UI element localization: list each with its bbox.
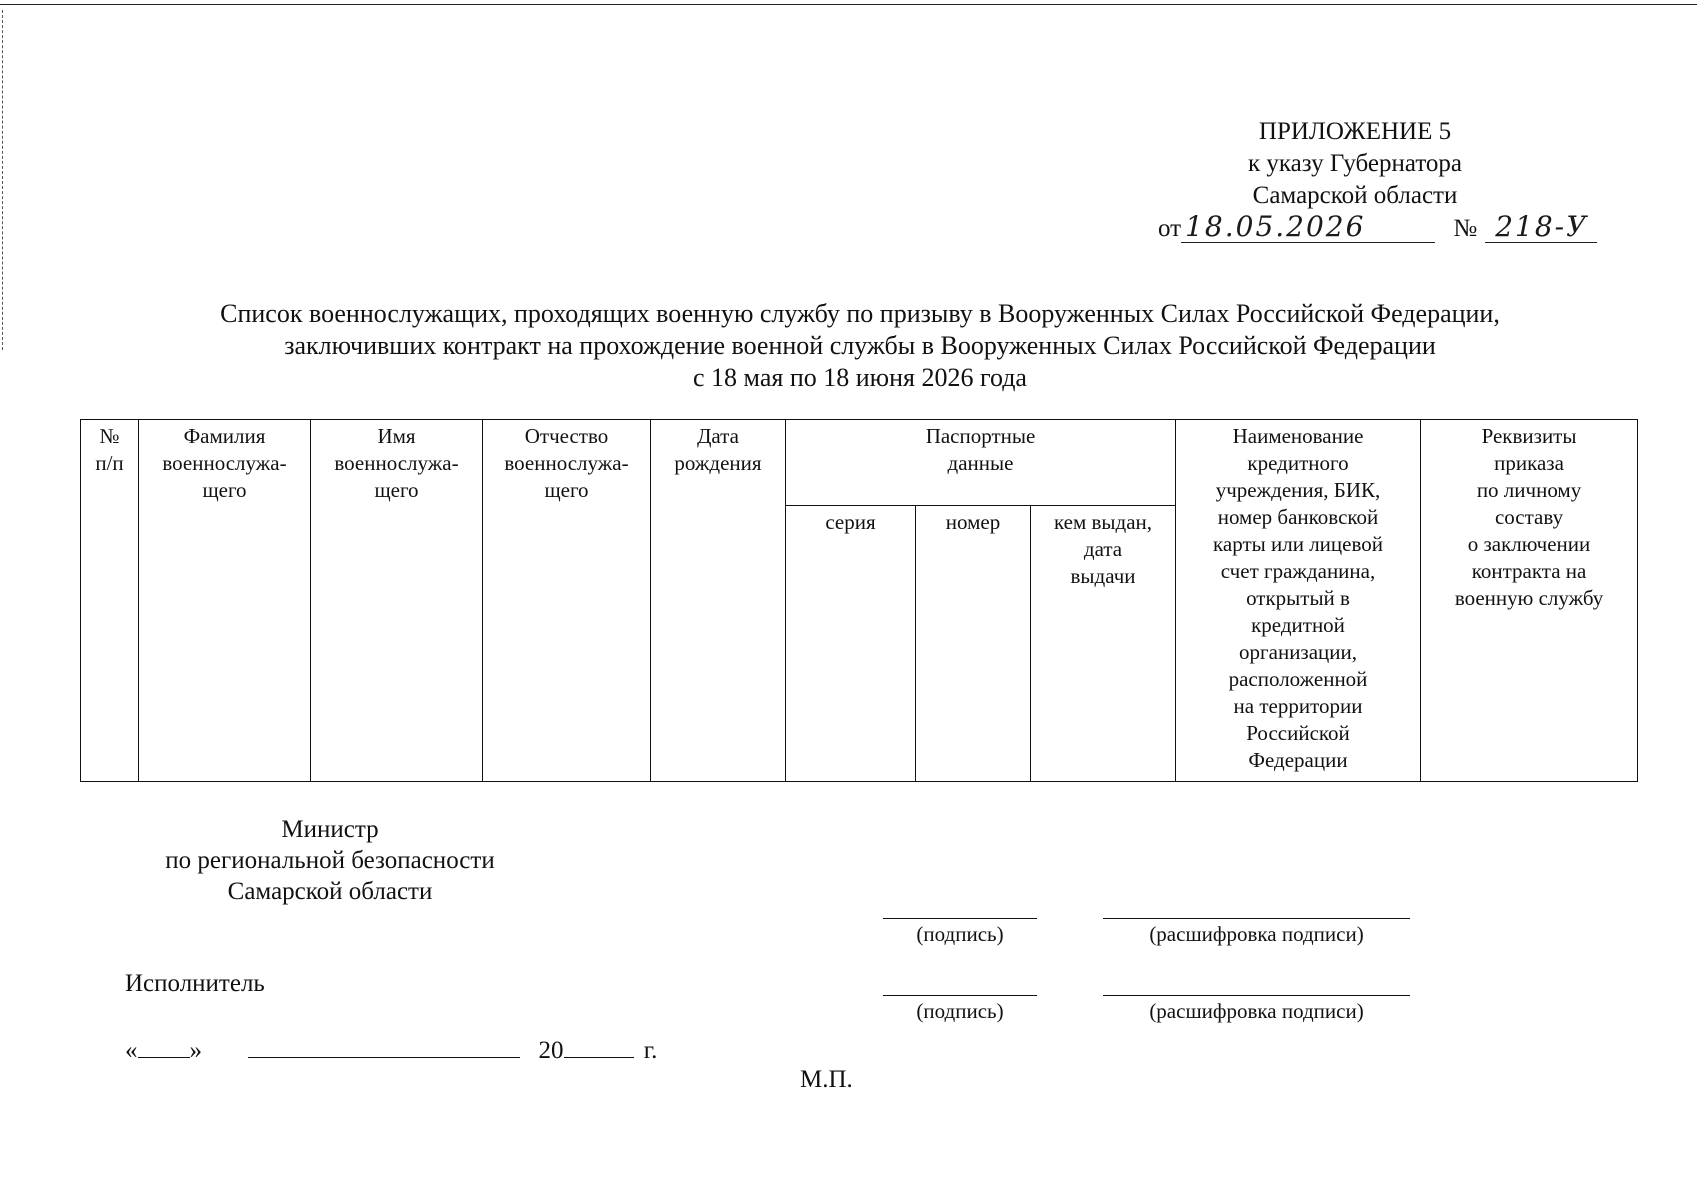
- header-num-line: №: [99, 424, 120, 448]
- header-patronymic-line: Отчество: [524, 424, 609, 448]
- date-fill-row: [125, 1035, 657, 1065]
- annex-title: ПРИЛОЖЕНИЕ 5: [1258, 118, 1452, 145]
- month-blank: [248, 1035, 520, 1058]
- header-name: [311, 420, 483, 782]
- header-bank-line: расположенной: [1228, 667, 1368, 691]
- header-order-line: о заключении: [1467, 532, 1591, 556]
- header-issued-line: кем выдан,: [1053, 510, 1153, 534]
- executor-label: Исполнитель: [125, 970, 265, 997]
- header-surname-line: военнослужа-: [162, 451, 287, 475]
- header-name-line: Имя: [377, 424, 416, 448]
- header-order-line: составу: [1494, 505, 1564, 529]
- header-bank-line: номер банковской: [1217, 505, 1379, 529]
- annex-date-row: [1158, 212, 1597, 243]
- title-line-2: заключивших контракт на прохождение военной службы в Вооруженных Силах Российской Федерации: [284, 331, 1436, 360]
- open-quote: «: [125, 1037, 138, 1064]
- header-bank-line: открытый в: [1246, 586, 1350, 610]
- year-prefix: 20: [538, 1037, 564, 1064]
- header-order-line: контракта на: [1471, 559, 1587, 583]
- signature-line: [883, 918, 1037, 919]
- decode-line: [1103, 918, 1410, 919]
- header-order: [1421, 420, 1638, 782]
- header-issued: [1031, 506, 1176, 782]
- close-quote: »: [189, 1037, 202, 1064]
- handwritten-number: 218-У: [1485, 212, 1597, 243]
- header-passport: [786, 420, 1176, 506]
- header-patronymic-line: щего: [544, 478, 589, 502]
- header-surname-line: Фамилия: [183, 424, 266, 448]
- decode-caption: (расшифровка подписи): [1149, 922, 1364, 946]
- header-order-line: Реквизиты: [1481, 424, 1577, 448]
- minister-block: [140, 814, 520, 907]
- header-number: [916, 506, 1031, 782]
- minister-line: по региональной безопасности: [165, 847, 495, 874]
- minister-line: Министр: [281, 816, 379, 843]
- header-series: [786, 506, 916, 782]
- title-line-3: с 18 мая по 18 июня 2026 года: [693, 363, 1027, 392]
- year-blank: [564, 1035, 634, 1058]
- day-blank: [138, 1035, 190, 1058]
- servicemen-table: [80, 419, 1638, 782]
- stamp-place: М.П.: [800, 1066, 853, 1093]
- annex-header: [1150, 116, 1560, 212]
- header-patronymic-line: военнослужа-: [504, 451, 629, 475]
- signature-caption: (подпись): [916, 922, 1004, 946]
- header-bank-line: кредитного: [1247, 451, 1349, 475]
- minister-line: Самарской области: [227, 878, 433, 905]
- document-title: [60, 298, 1660, 394]
- header-num: [81, 420, 139, 782]
- header-surname: [139, 420, 311, 782]
- header-num-line: п/п: [95, 451, 124, 475]
- header-bank-line: Федерации: [1248, 748, 1348, 772]
- annex-region-line: Самарской области: [1252, 182, 1458, 209]
- executor-signature-line: [883, 995, 1037, 996]
- header-order-line: приказа: [1494, 451, 1564, 475]
- header-patronymic: [483, 420, 651, 782]
- year-suffix: г.: [643, 1037, 658, 1064]
- annex-ref-line: к указу Губернатора: [1247, 150, 1463, 177]
- header-surname-line: щего: [202, 478, 247, 502]
- header-bank-line: счет гражданина,: [1220, 559, 1376, 583]
- handwritten-date: 18.05.2026: [1181, 212, 1435, 243]
- header-issued-line: выдачи: [1070, 564, 1136, 588]
- header-bank-line: на территории: [1233, 694, 1363, 718]
- header-bank-line: организации,: [1239, 640, 1358, 664]
- date-prefix: от: [1158, 215, 1182, 242]
- header-bank-line: Наименование: [1232, 424, 1364, 448]
- header-bank-line: кредитной: [1251, 613, 1345, 637]
- header-bank-line: карты или лицевой: [1213, 532, 1383, 556]
- header-order-line: военную службу: [1454, 586, 1604, 610]
- title-line-1: Список военнослужащих, проходящих военную службу по призыву в Вооруженных Силах Российской Федерации,: [220, 299, 1500, 328]
- top-border-line: [0, 4, 1697, 5]
- executor-decode-caption: (расшифровка подписи): [1149, 999, 1364, 1023]
- header-passport-line: Паспортные: [925, 424, 1036, 448]
- header-birth-line: рождения: [674, 451, 762, 475]
- header-birth-line: Дата: [697, 424, 739, 448]
- header-passport-line: данные: [947, 451, 1014, 475]
- header-number-text: номер: [945, 510, 1001, 534]
- executor-decode-line: [1103, 995, 1410, 996]
- header-birth-date: [651, 420, 786, 782]
- header-bank-line: учреждения, БИК,: [1215, 478, 1381, 502]
- left-binding-edge: [2, 10, 3, 350]
- header-name-line: щего: [374, 478, 419, 502]
- header-order-line: по личному: [1476, 478, 1582, 502]
- number-prefix: №: [1453, 215, 1478, 242]
- header-bank-line: Российской: [1246, 721, 1350, 745]
- executor-signature-caption: (подпись): [916, 999, 1004, 1023]
- header-bank: [1176, 420, 1421, 782]
- header-issued-line: дата: [1083, 537, 1123, 561]
- header-series-text: серия: [825, 510, 876, 534]
- header-name-line: военнослужа-: [334, 451, 459, 475]
